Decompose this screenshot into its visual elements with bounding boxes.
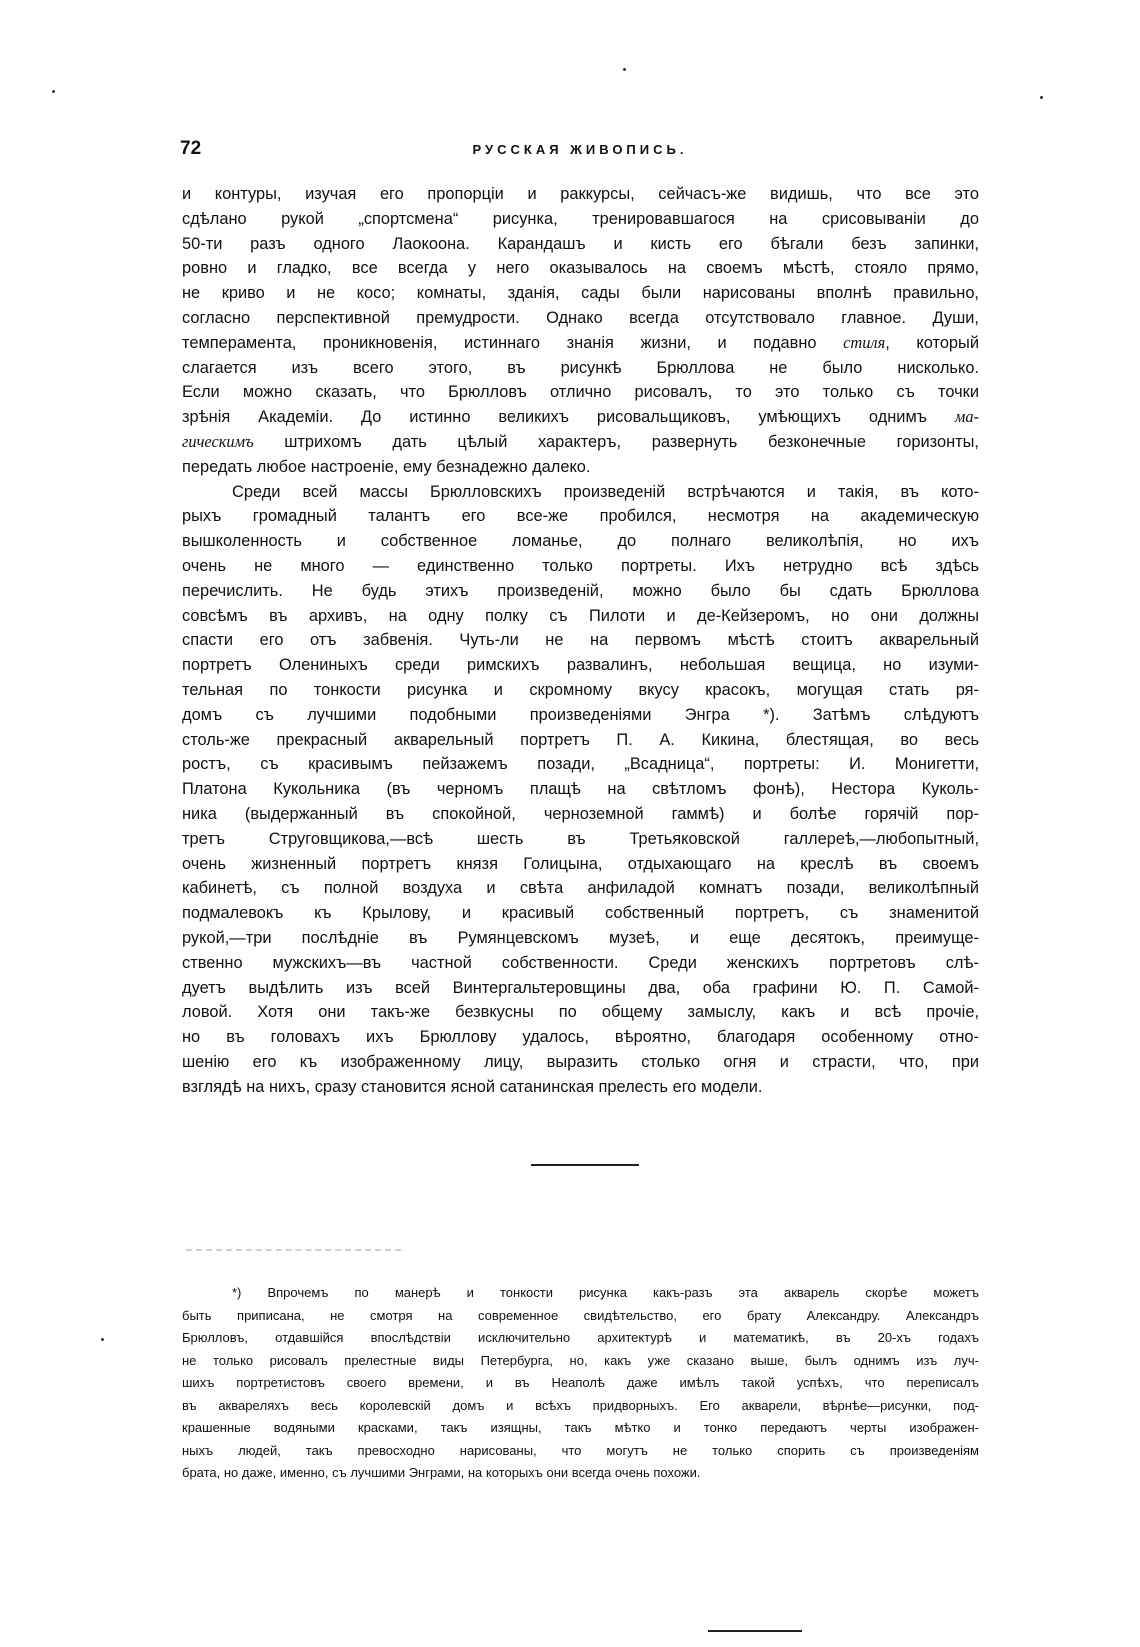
scan-speck — [1040, 96, 1043, 99]
emphasis: ма- — [954, 407, 979, 427]
text-line: сдѣлано рукой „спортсмена“ рисунка, тренировавшагося на срисовываніи до — [182, 209, 979, 228]
text-line: Если можно сказать, что Брюлловъ отлично рисовалъ, то это только съ точки — [182, 383, 979, 402]
text-line: дуетъ выдѣлить изъ всей Винтергальтеровщины два, оба графини Ю. П. Самой- — [182, 978, 979, 997]
text-line: шенію его къ изображенному лицу, выразить столько огня и страсти, что, при — [182, 1052, 979, 1071]
text-line: Среди всей массы Брюлловскихъ произведеній встрѣчаются и такія, въ кото- — [232, 482, 979, 501]
text-line: ственно мужскихъ—въ частной собственности. Среди женскихъ портретовъ слѣ- — [182, 953, 979, 972]
text-line: зрѣнія Академіи. До истинно великихъ рисовальщиковъ, умѣющихъ однимъ ма- — [182, 407, 979, 427]
footnote-line: брата, но даже, именно, съ лучшими Энграми, на которыхъ они всегда очень похожи. — [182, 1465, 701, 1480]
footnote-line: въ акварeляхъ весь королевскій домъ и всѣхъ придворныхъ. Его акварели, вѣрнѣе—рисунки, под- — [182, 1397, 979, 1413]
scan-speck — [52, 90, 55, 93]
text-line: третъ Струговщикова,—всѣ шесть въ Третьяковской галлереѣ,—любопытный, — [182, 829, 979, 848]
text-line: домъ съ лучшими подобными произведеніями Энгра *). Затѣмъ слѣдуютъ — [182, 705, 979, 724]
footnote-line: шихъ портретистовъ своего времени, и въ Неаполѣ даже имѣлъ такой успѣхъ, что переписалъ — [182, 1375, 979, 1390]
text-line: слагается изъ всего этого, въ рисункѣ Брюллова не было нисколько. — [182, 358, 979, 377]
section-divider — [531, 1164, 639, 1166]
running-title: РУССКАЯ ЖИВОПИСЬ. — [472, 142, 688, 157]
text-line: столь-же прекрасный акварельный портретъ П. А. Кикина, блестящая, во весь — [182, 730, 979, 749]
text-line: подмалевокъ къ Крылову, и красивый собственный портретъ, съ знаменитой — [182, 904, 979, 923]
text-line: гическимъ штрихомъ дать цѣлый характеръ, развернуть безконечные горизонты, — [182, 431, 979, 451]
footnote-line: не только рисовалъ прелестные виды Петербурга, но, какъ уже сказано выше, былъ однимъ изъ луч- — [182, 1352, 979, 1368]
text-line: 50-ти разъ одного Лаокоона. Карандашъ и кисть его бѣгали безъ запинки, — [182, 234, 979, 253]
text-line: ростъ, съ красивымъ пейзажемъ позади, „Всадница“, портреты: И. Монигетти, — [182, 755, 979, 774]
emphasis: гическимъ — [182, 431, 254, 451]
footnote-line: *) Впрочемъ по манерѣ и тонкости рисунка какъ-разъ эта акварель скорѣе можетъ — [232, 1285, 979, 1300]
text-line: Платона Кукольника (въ черномъ плащѣ на свѣтломъ фонѣ), Нестора Куколь- — [182, 780, 979, 799]
text-line: но въ головахъ ихъ Брюллову удалось, вѣроятно, благодаря особенному отно- — [182, 1028, 979, 1047]
text-line: очень жизненный портретъ князя Голицына, отдыхающаго на креслѣ въ своемъ — [182, 854, 979, 873]
text-line: портретъ Олениныхъ среди римскихъ развалинъ, небольшая вещица, но изуми- — [182, 656, 979, 675]
bottom-rule — [708, 1630, 802, 1632]
text-line: ника (выдержанный въ спокойной, черноземной гаммѣ) и болѣе горячій пор- — [182, 804, 979, 823]
text-line: рыхъ громадный талантъ его все-же пробился, несмотря на академическую — [182, 507, 979, 526]
footnote-line: ныхъ людей, такъ превосходно нарисованы, что могутъ не только спорить съ произведеніям — [182, 1442, 979, 1458]
page-number: 72 — [180, 138, 202, 159]
text-line: передать любое настроеніе, ему безнадежно далеко. — [182, 457, 591, 476]
footnote-line: крашенные водяными красками, такъ изящны, такъ мѣтко и тонко передаютъ черты изображен- — [182, 1420, 979, 1435]
text-line: кабинетѣ, съ полной воздуха и свѣта анфиладой комнатъ позади, великолѣпный — [182, 879, 979, 898]
text-line: очень не много — единственно только портреты. Ихъ нетрудно всѣ здѣсь — [182, 556, 979, 575]
emphasis: стиля — [843, 332, 886, 352]
text-line: темперамента, проникновенія, истиннаго знанія жизни, и подавно стиля, который — [182, 332, 979, 352]
text-line: спасти его отъ забвенія. Чуть-ли не на первомъ мѣстѣ стоитъ акварельный — [182, 631, 979, 650]
page-header — [180, 138, 980, 164]
footnote-line: Брюлловъ, отдавшійся впослѣдствіи исключительно архитектурѣ и математикѣ, въ 20-хъ годахъ — [182, 1330, 979, 1345]
text-line: тельная по тонкости рисунка и скромному вкусу красокъ, могущая стать ря- — [182, 680, 979, 699]
scan-speck — [101, 1338, 104, 1341]
footnote-line: быть приписана, не смотря на современное свидѣтельство, его брату Александру. Александръ — [182, 1307, 979, 1323]
footnote-separator — [186, 1249, 401, 1251]
text-line: перечислить. Не будь этихъ произведеній, можно было бы сдать Брюллова — [182, 581, 979, 600]
text-line: ровно и гладко, все всегда у него оказывалось на своемъ мѣстѣ, стояло прямо, — [182, 259, 979, 278]
text-line: не криво и не косо; комнаты, зданія, сады были нарисованы вполнѣ правильно, — [182, 284, 979, 303]
text-line: совсѣмъ въ архивъ, на одну полку съ Пилоти и де-Кейзеромъ, но они должны — [182, 606, 979, 625]
text-line: вышколенность и собственное ломанье, до полнаго великолѣпія, но ихъ — [182, 532, 979, 551]
scan-speck — [623, 68, 626, 71]
footnote — [182, 1282, 979, 1485]
text-line: согласно перспективной премудрости. Однако всегда отсутствовало главное. Души, — [182, 308, 979, 327]
text-line: ловой. Хотя они такъ-же безвкусны по общему замыслу, какъ и всѣ прочіе, — [182, 1003, 979, 1022]
text-line: и контуры, изучая его пропорцiи и раккурсы, сейчасъ-же видишь, что все это — [182, 185, 979, 203]
text-line: взглядѣ на нихъ, сразу становится ясной сатанинская прелесть его модели. — [182, 1077, 763, 1096]
text-line: рукой,—три послѣдніе въ Румянцевскомъ музеѣ, и еще десятокъ, преимуще- — [182, 928, 979, 947]
body-text — [182, 182, 979, 1099]
